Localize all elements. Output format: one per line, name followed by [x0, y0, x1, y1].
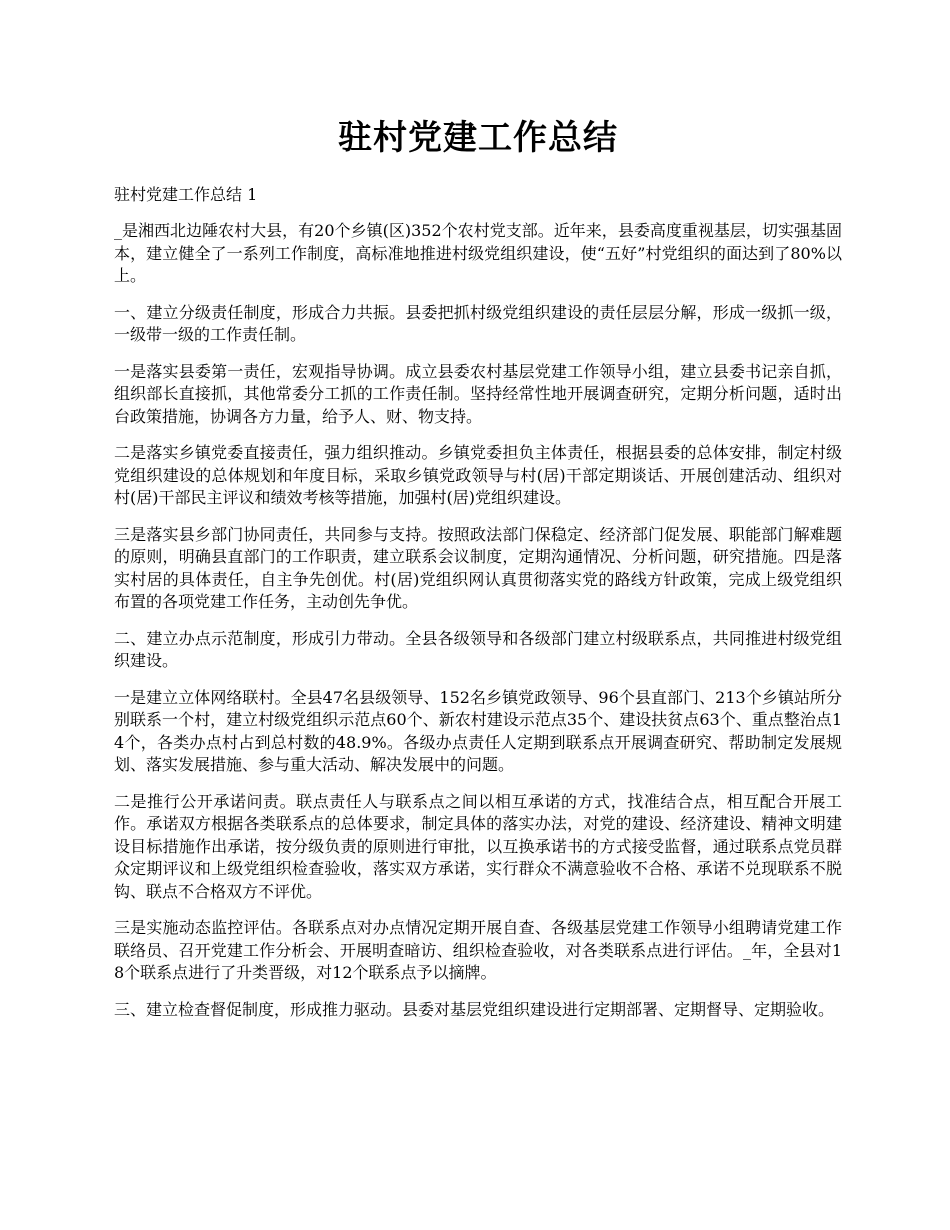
- paragraph-2-1: 一是建立立体网络联村。全县47名县级领导、152名乡镇党政领导、96个县直部门、213个乡镇站所分别联系一个村，建立村级党组织示范点60个、新农村建设示范点35个、建设扶贫点63个、重点整治点14个，各类办点村占到总村数的48.9%。各级办点责任人定期到联系点开展调查研究、帮助制定发展规划、落实发展措施、参与重大活动、解决发展中的问题。: [114, 687, 842, 774]
- document-page: [114, 0, 842, 1021]
- paragraph-section-3: 三、建立检查督促制度，形成推力驱动。县委对基层党组织建设进行定期部署、定期督导、定期验收。: [114, 999, 835, 1019]
- paragraph-1-2: 二是落实乡镇党委直接责任，强力组织推动。乡镇党委担负主体责任，根据县委的总体安排，制定村级党组织建设的总体规划和年度目标，采取乡镇党政领导与村(居)干部定期谈话、开展创建活动、组织对村(居)干部民主评议和绩效考核等措施，加强村(居)党组织建设。: [114, 443, 842, 507]
- document-subtitle: 驻村党建工作总结 1: [114, 185, 258, 204]
- paragraph-1-1: 一是落实县委第一责任，宏观指导协调。成立县委农村基层党建工作领导小组，建立县委书记亲自抓，组织部长直接抓，其他常委分工抓的工作责任制。坚持经常性地开展调查研究，定期分析问题，适时出台政策措施，协调各方力量，给予人、财、物支持。: [114, 361, 842, 426]
- paragraph-intro: _是湘西北边陲农村大县，有20个乡镇(区)352个农村党支部。近年来，县委高度重视基层，切实强基固本，建立健全了一系列工作制度，高标准地推进村级党组织建设，使“五好”村党组织的面达到了80%以上。: [114, 221, 842, 285]
- document-title: 驻村党建工作总结: [338, 118, 618, 158]
- paragraph-2-3: 三是实施动态监控评估。各联系点对办点情况定期开展自查、各级基层党建工作领导小组聘请党建工作联络员、召开党建工作分析会、开展明查暗访、组织检查验收，对各类联系点进行评估。_年，全县对18个联系点进行了升类晋级，对12个联系点予以摘牌。: [114, 918, 842, 982]
- paragraph-section-2: 二、建立办点示范制度，形成引力带动。全县各级领导和各级部门建立村级联系点，共同推进村级党组织建设。: [114, 628, 842, 670]
- paragraph-2-2: 二是推行公开承诺问责。联点责任人与联系点之间以相互承诺的方式，找准结合点，相互配合开展工作。承诺双方根据各类联系点的总体要求，制定具体的落实办法，对党的建设、经济建设、精神文明建设目标措施作出承诺，按分级负责的原则进行审批，以互换承诺书的方式接受监督，通过联系点党员群众定期评议和上级党组织检查验收，落实双方承诺，实行群众不满意验收不合格、承诺不兑现联系不脱钩、联点不合格双方不评优。: [114, 791, 842, 901]
- paragraph-1-3: 三是落实县乡部门协同责任，共同参与支持。按照政法部门保稳定、经济部门促发展、职能部门解难题的原则，明确县直部门的工作职责，建立联系会议制度，定期沟通情况、分析问题，研究措施。四是落实村居的具体责任，自主争先创优。村(居)党组织网认真贯彻落实党的路线方针政策，完成上级党组织布置的各项党建工作任务，主动创先争优。: [114, 524, 842, 611]
- paragraph-section-1: 一、建立分级责任制度，形成合力共振。县委把抓村级党组织建设的责任层层分解，形成一级抓一级，一级带一级的工作责任制。: [114, 302, 842, 344]
